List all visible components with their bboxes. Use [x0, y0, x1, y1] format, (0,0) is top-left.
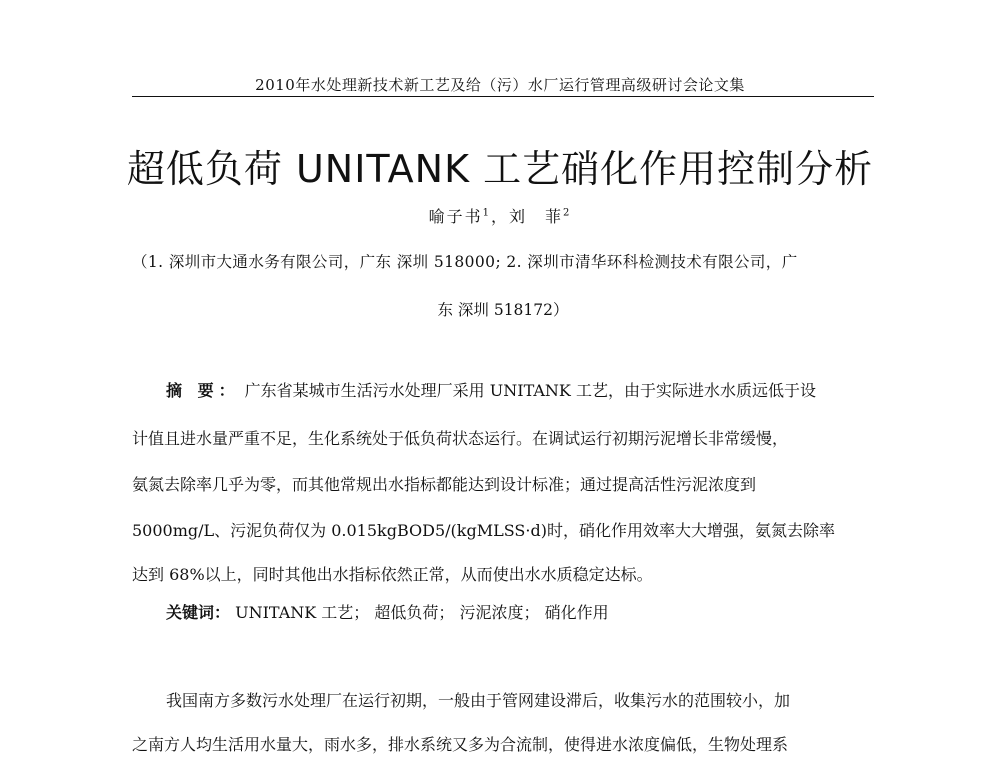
abstract-line: 5000mg/L、污泥负荷仅为 0.015kgBOD5/(kgMLSS·d)时，硝化作用效率大大增强，氨氮去除率: [132, 521, 835, 540]
keywords-label: 关键词：: [166, 603, 231, 622]
abstract-text: 广东省某城市生活污水处理厂采用 UNITANK 工艺，由于实际进水水质远低于设: [244, 381, 816, 400]
abstract-label: 摘 要：: [166, 381, 240, 400]
abstract-line: 达到 68%以上，同时其他出水指标依然正常，从而使出水水质稳定达标。: [132, 565, 653, 584]
author-name: 刘 菲: [509, 207, 564, 226]
abstract-line: 氨氮去除率几乎为零，而其他常规出水指标都能达到设计标准；通过提高活性污泥浓度到: [132, 475, 757, 494]
author-affiliation-mark: 1: [482, 207, 491, 219]
author-name: 喻子书: [428, 207, 483, 226]
keywords-line: [132, 600, 874, 623]
abstract-line: [132, 378, 874, 401]
affiliation-line: 东 深圳 518172）: [437, 301, 569, 319]
body-line: 我国南方多数污水处理厂在运行初期，一般由于管网建设滞后，收集污水的范围较小，加: [166, 691, 791, 710]
affiliation-line: （1. 深圳市大通水务有限公司，广东 深圳 518000; 2. 深圳市清华环科检测技术有限公司，广: [132, 253, 798, 271]
author-affiliation-mark: 2: [563, 207, 572, 219]
header-rule: [132, 96, 874, 97]
body-line: 之南方人均生活用水量大，雨水多，排水系统又多为合流制，使得进水浓度偏低，生物处理系: [132, 735, 789, 754]
author-line: [0, 204, 1000, 227]
abstract-line: 计值且进水量严重不足，生化系统处于低负荷状态运行。在调试运行初期污泥增长非常缓慢，: [132, 429, 789, 448]
paper-title: 超低负荷 UNITANK 工艺硝化作用控制分析: [126, 147, 874, 191]
running-header: 2010年水处理新技术新工艺及给（污）水厂运行管理高级研讨会论文集: [255, 76, 745, 94]
keywords-text: UNITANK 工艺； 超低负荷； 污泥浓度； 硝化作用: [235, 603, 609, 622]
author-separator: ，: [490, 207, 509, 226]
